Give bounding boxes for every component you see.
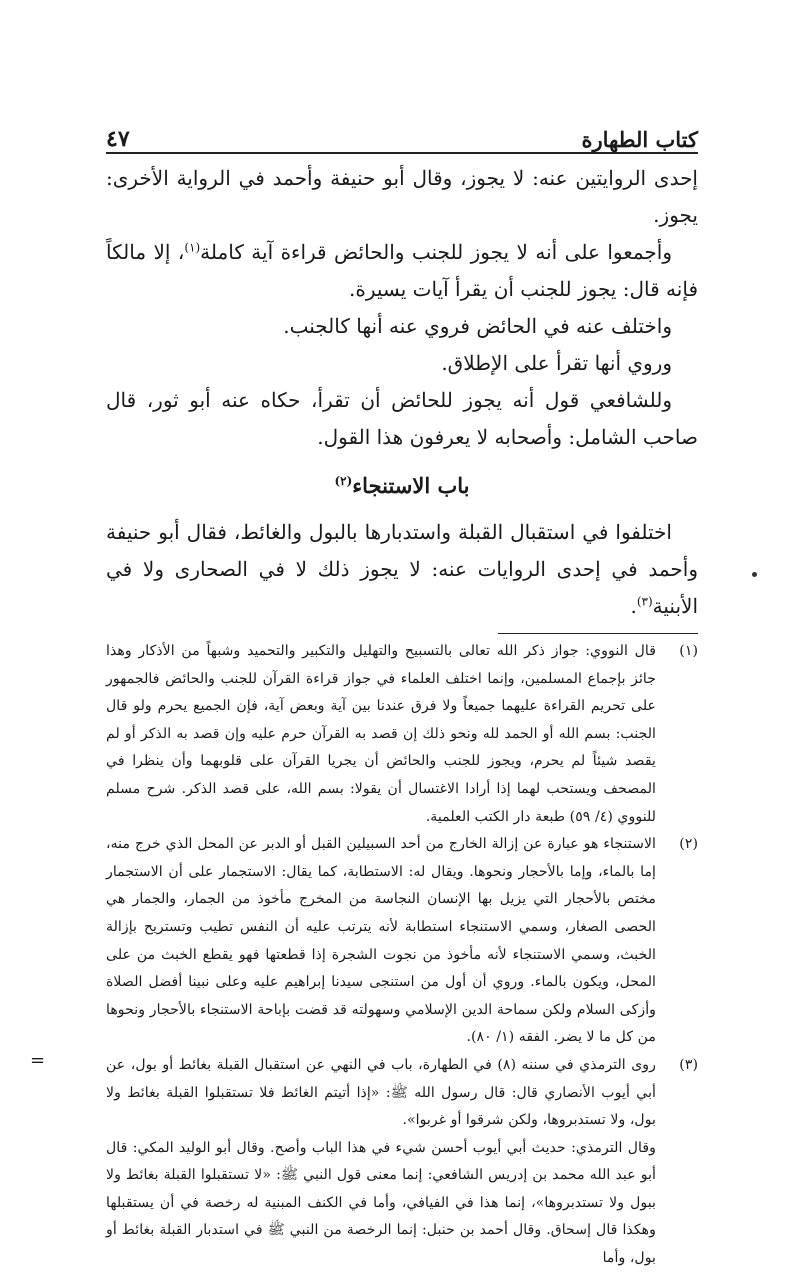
- footnote-text: وقال الترمذي: حديث أبي أيوب أحسن شيء في هذا الباب وأصح. وقال أبو الوليد المكي: قال أبو عبد الله محمد بن إدريس الشافعي: إنما معنى قول النبي ﷺ: «لا تستقبلوا القبلة بغائط ولا ببول ولا تستدبروها»، إنما هذا في الفيافي، وأما في الكنف المبنية له رخصة في أن يستقبلها وهكذا قال إسحاق. وقال أحمد بن حنبل: إنما الرخصة من النبي ﷺ في استدبار القبلة بغائط أو بول، وأما: [106, 1139, 656, 1267]
- footnote-ref-1: (١): [184, 240, 201, 255]
- footnotes: [106, 638, 698, 1273]
- footnote-number: (٢): [679, 836, 698, 853]
- section-heading: باب الاستنجاء$^{(٢)}$: [334, 473, 470, 498]
- footnote-number: (٣): [679, 1056, 698, 1073]
- footnote-number: (١): [679, 643, 698, 659]
- paragraph-4: وروي أنها تقرأ على الإطلاق.: [441, 351, 672, 375]
- footnote-ref-3: (٣): [636, 594, 653, 609]
- footnote-text: روى الترمذي في سننه (٨) في الطهارة، باب في النهي عن استقبال القبلة بغائط أو بول، عن أبي أيوب الأنصاري قال: قال رسول الله ﷺ: «إذا أتيتم الغائط فلا تستقبلوا القبلة بغائط ولا بول، ولا تستدبروها، ولكن شرقوا أو غربوا».: [106, 1056, 656, 1129]
- running-header: [106, 118, 698, 154]
- footnote-1: [106, 638, 698, 831]
- paragraph-3: واختلف عنه في الحائض فروي عنه أنها كالجنب.: [283, 314, 672, 338]
- footnote-2: [106, 831, 698, 1052]
- paragraph-1: إحدى الروايتين عنه: لا يجوز، وقال أبو حنيفة وأحمد في الرواية الأخرى: يجوز.: [106, 166, 698, 227]
- footnote-separator: [498, 633, 698, 634]
- footnote-3: [106, 1052, 698, 1273]
- paragraph-2: وأجمعوا على أنه لا يجوز للجنب والحائض قراءة آية كاملة$^{(١)}$، إلا مالكاً فإنه قال: يجوز للجنب أن يقرأ آيات يسيرة.: [106, 240, 698, 301]
- footnote-ref-2: (٢): [334, 474, 353, 488]
- main-text: [106, 160, 698, 625]
- page-number: ٤٧: [106, 126, 130, 152]
- paragraph-5: وللشافعي قول أنه يجوز للحائض أن تقرأ، حكاه عنه أبو ثور، قال صاحب الشامل: وأصحابه لا يعرفون هذا القول.: [106, 388, 698, 449]
- chapter-title: كتاب الطهارة: [581, 127, 698, 152]
- footnote-text: قال النووي: جواز ذكر الله تعالى بالتسبيح والتهليل والتكبير والتحميد وشبهاً من الأذكار وهذا جائز بإجماع المسلمين، وإنما اختلف العلماء في جواز قراءة القرآن للجنب والحائض فالجمهور على تحريم القراءة عليهما جميعاً ولا فرق عندنا بين آية وبعض آية، فإن الجميع يحرم ولو قال الجنب: بسم الله أو الحمد لله ونحو ذلك إن قصد به القرآن حرم عليه وإن قصد به الذكر أو لم يقصد شيئاً لم يحرم، ويجوز للجنب والحائض أن يجريا القرآن على قلوبهما وأن ينظرا في المصحف ويستحب لهما إذا أرادا الاغتسال أن يقولا: بسم الله، على قصد الذكر. شرح مسلم للنووي (٤/ ٥٩) طبعة دار الكتب العلمية.: [106, 643, 656, 825]
- paragraph-6: اختلفوا في استقبال القبلة واستدبارها بالبول والغائط، فقال أبو حنيفة وأحمد في إحدى الروايات عنه: لا يجوز ذلك لا في الصحارى ولا في الأبنية$^{(٣)}$.: [106, 520, 698, 618]
- footnote-text: الاستنجاء هو عبارة عن إزالة الخارج من أحد السبيلين القبل أو الدبر عن المحل الذي خرج منه، إما بالماء، وإما بالأحجار ونحوها. ويقال له: الاستطابة، كما يقال: الاستجمار على أن الاستجمار مختص بالأحجار التي يزيل بها الإنسان النجاسة من المخرج مأخوذ من الجمار، والجمار هي الحصى الصغار، وسمي الاستنجاء استطابة لأنه يترتب عليه أن النفس تطيب وتستريح بإزالة الخبث، وسمي الاستنجاء لأنه مأخوذ من نجوت الشجرة إذا قطعتها فهو يقطع الخبث من على المحل، ويكون بالماء. وروي أن أول من استنجى سيدنا إبراهيم عليه وعلى نبينا أفضل الصلاة وأزكى السلام ولكن سماحة الدين الإسلامي وسهولته قد قضت بإباحة الاستنجاء بالأحجار ونحوها من كل ما لا يضر. الفقه (١/ ٨٠).: [106, 836, 656, 1046]
- continuation-mark: =: [30, 1050, 46, 1071]
- book-page: [106, 118, 698, 1273]
- scan-speck: [752, 572, 757, 577]
